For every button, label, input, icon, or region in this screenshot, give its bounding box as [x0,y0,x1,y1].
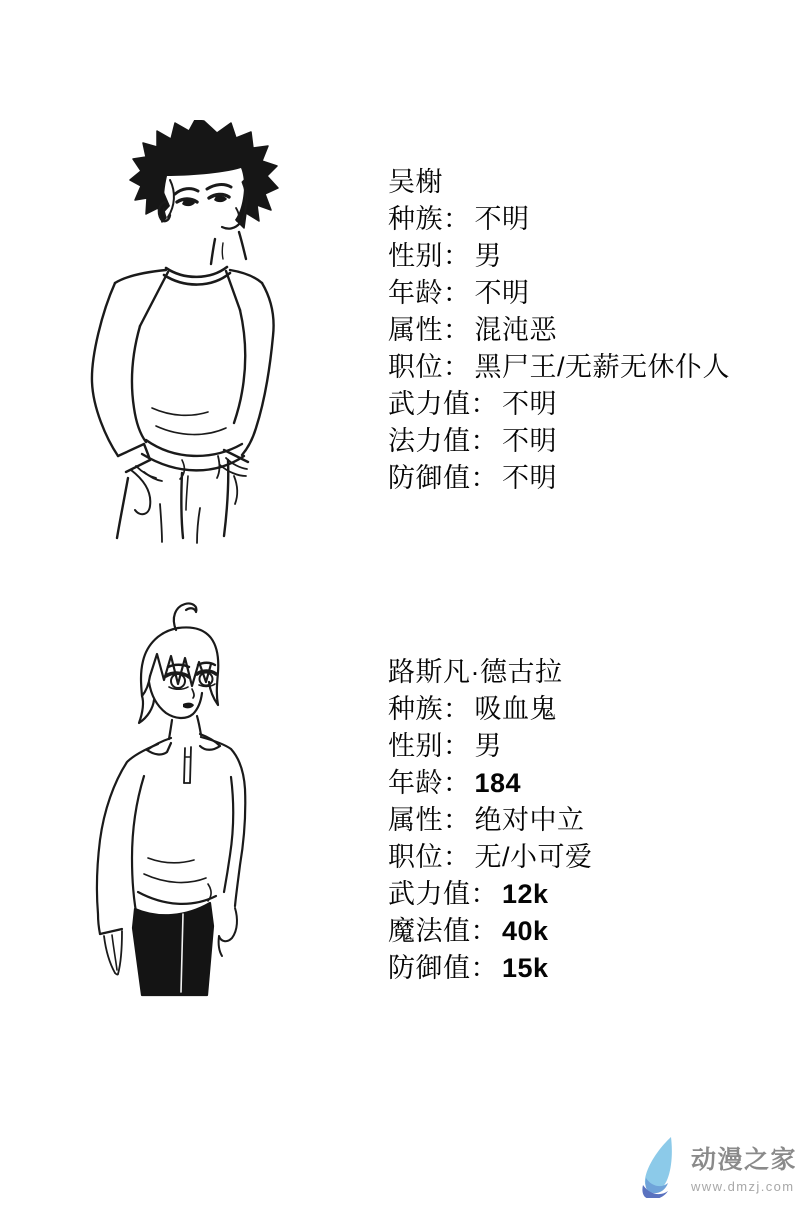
stat-row-attack [388,386,730,423]
watermark-text [691,1140,797,1194]
stat-row-attack [388,876,593,913]
spiky-hair-man-drawing [84,120,282,548]
stat-label: 性别： [388,731,471,761]
stat-label: 武力值： [388,879,498,909]
stat-label: 防御值： [388,463,498,493]
stat-label: 魔法值： [388,916,498,946]
stat-label: 职位： [388,842,471,872]
stat-row-magic [388,913,593,950]
stat-row-magic [388,423,730,460]
stat-label: 年龄： [388,768,471,798]
dmzj-url: www.dmzj.com [691,1179,795,1194]
stat-value: 12k [502,879,549,909]
stat-row-age [388,275,730,312]
stat-label: 性别： [388,241,471,271]
stat-label: 种族： [388,694,471,724]
stat-value: 绝对中立 [474,805,585,835]
character2-illustration [88,596,250,1002]
stat-label: 属性： [388,805,471,835]
stat-value: 不明 [502,463,557,493]
stat-value: 男 [474,241,502,271]
stat-value: 不明 [502,426,557,456]
stat-row-race [388,201,730,238]
stat-value: 不明 [474,204,530,234]
stat-value: 混沌恶 [474,315,557,345]
stat-value: 不明 [474,278,530,308]
stat-label: 法力值： [388,426,498,456]
dmzj-watermark [642,1136,797,1198]
stat-label: 防御值： [388,953,498,983]
stat-value: 无/小可爱 [474,842,593,872]
stat-label: 职位： [388,352,471,382]
character1-stats [388,164,730,497]
stat-row-position [388,349,730,386]
stat-label: 武力值： [388,389,498,419]
stat-label: 年龄： [388,278,471,308]
stat-value: 黑尸王/无薪无休仆人 [474,352,731,382]
stat-value: 40k [502,916,549,946]
dmzj-brand-name: 动漫之家 [691,1146,798,1174]
stat-row-defense [388,950,593,987]
stat-label: 属性： [388,315,471,345]
stat-value: 吸血鬼 [474,694,557,724]
ahoge-boy-drawing [88,596,250,1002]
stat-label: 种族： [388,204,471,234]
stat-row-position [388,839,593,876]
stat-value: 男 [474,731,502,761]
stat-row-gender [388,238,730,275]
character1-illustration [84,120,282,548]
dmzj-wing-icon [642,1136,684,1198]
stat-row-alignment [388,802,593,839]
stat-value: 不明 [502,389,557,419]
character1-name: 吴榭 [388,167,443,197]
stat-row-defense [388,460,730,497]
stat-row-gender [388,728,593,765]
stat-row-race [388,691,593,728]
stat-value: 15k [502,953,549,983]
stat-row-alignment [388,312,730,349]
stat-row-age [388,765,593,802]
stat-value: 184 [474,768,522,798]
character2-name: 路斯凡·德古拉 [388,657,563,687]
character2-stats [388,654,593,987]
